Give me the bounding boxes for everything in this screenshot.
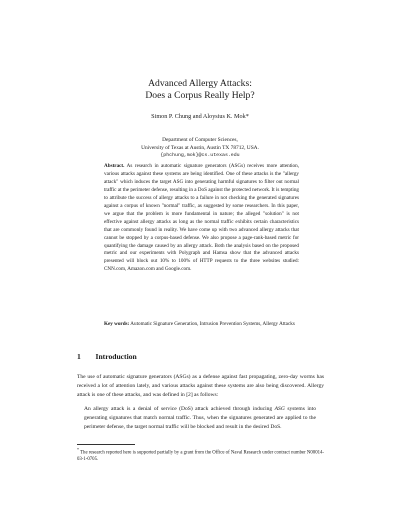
footnote-text: The research reported here is supported partially by a grant from the Office of Naval Research under contract number N00014-03-1-0705. [77, 450, 324, 462]
abstract [104, 163, 299, 274]
affiliation-department: Department of Computer Sciences, [162, 137, 238, 143]
section-title: Introduction [95, 352, 137, 361]
quote-italic-asg: ASG [274, 406, 285, 412]
footnote-divider [77, 444, 135, 445]
keywords-text: Automatic Signature Generation, Intrusion Prevention Systems, Allergy Attacks [130, 321, 295, 327]
section-number: 1 [77, 352, 81, 361]
footnote [77, 447, 324, 463]
abstract-label: Abstract. [104, 163, 125, 169]
affiliation-email: {phchung,mok}@cs.utexas.edu [160, 153, 240, 159]
author-list: Simon P. Chung and Aloysius K. Mok* [151, 113, 249, 120]
keywords [104, 321, 299, 329]
quote-text-1: An allergy attack is a denial of service (DoS) attack achieved through inducing [84, 406, 275, 412]
quote-text-2: systems into generating signatures that match normal traffic. Thus, when the signatures generated are applied to the perimeter defense, the target normal traffic will be blocked and result in the desired DoS. [84, 406, 316, 430]
paper-title [0, 78, 400, 102]
footnote-mark: * [77, 447, 79, 452]
section-heading-introduction [77, 352, 137, 361]
abstract-text: As research in automatic signature generators (ASGs) receives more attention, various attacks against these systems are being identified. One of these attacks is the "allergy attack" which induces the target ASG into generating harmful signatures to filter out normal traffic at the perimeter defense, resulting in a DoS against the protected network. It is tempting to attribute the success of allergy attacks to a failure in not checking the generated signatures against a corpus of known "normal" traffic, as suggested by some researchers. In this paper, we argue that the problem is more fundamental in nature; the alleged "solution" is not effective against allergy attacks as long as the normal traffic exhibits certain characteristics that are commonly found in reality. We have come up with two advanced allergy attacks that cannot be stopped by a corpus-based defense. We also propose a page-rank-based metric for quantifying the damage caused by an allergy attack. Both the analysis based on the proposed metric and our experiments with Polygraph and Hamsa show that the advanced attacks presented will block out 10% to 100% of HTTP requests to the three websites studied: CNN.com, Amazon.com and Google.com. [104, 163, 299, 273]
intro-paragraph: The use of automatic signature generators (ASGs) as a defense against fast propagating, zero-day worms has received a lot of attention lately, and various attacks against these systems are also being discovered. Allergy attack is one of these attacks, and was defined in [2] as follows: [77, 374, 324, 398]
title-line-1: Advanced Allergy Attacks: [148, 78, 252, 89]
keywords-label: Key words: [104, 321, 130, 327]
definition-quote [84, 405, 316, 432]
title-line-2: Does a Corpus Really Help? [145, 90, 255, 101]
affiliation-university: University of Texas at Austin, Austin TX 78712, USA. [141, 144, 259, 151]
affiliation [0, 137, 400, 160]
